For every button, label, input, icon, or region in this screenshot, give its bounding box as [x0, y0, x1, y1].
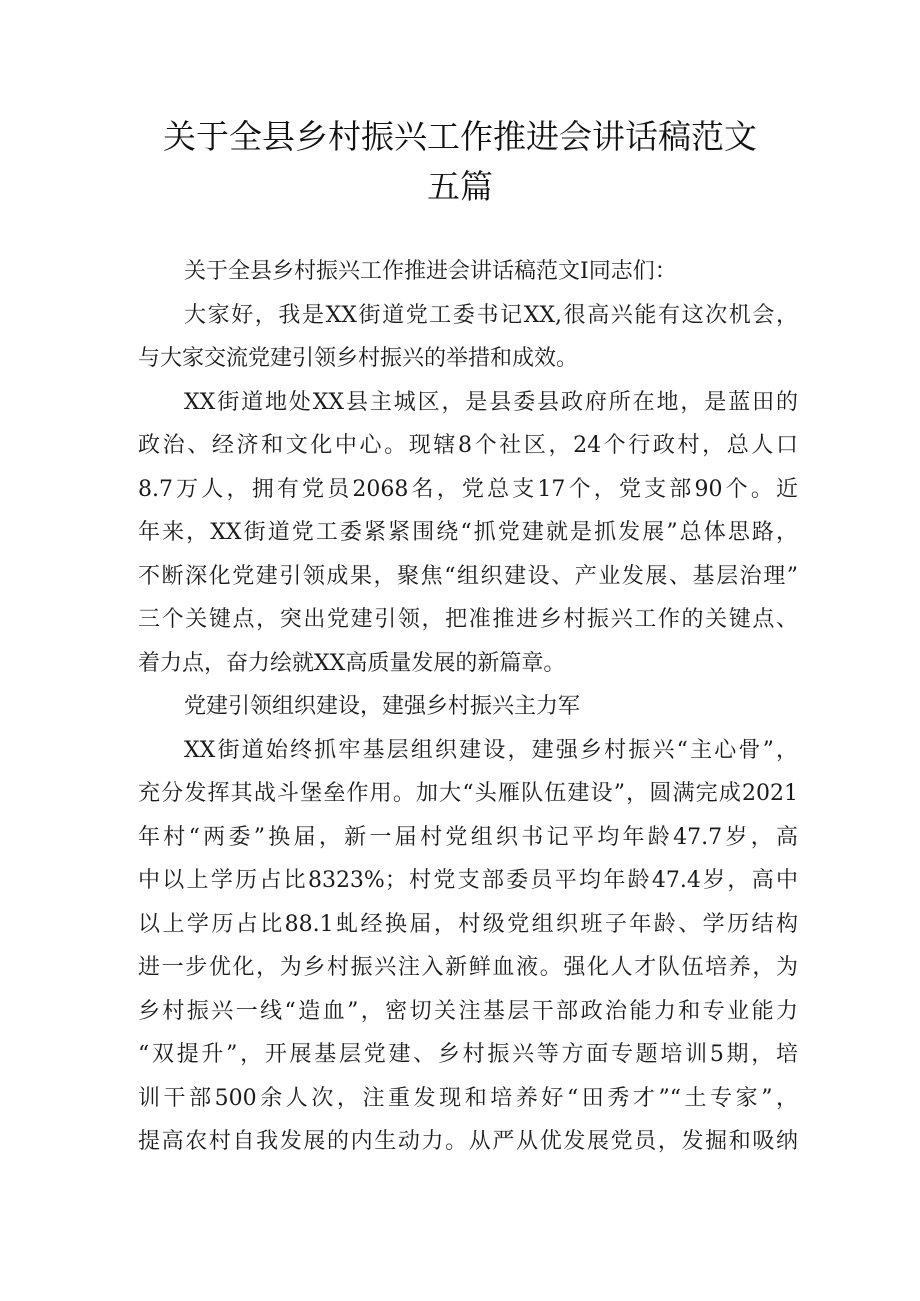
- paragraph-line: 提高农村自我发展的内生动力。从严从优发展党员，发掘和吸纳: [138, 1129, 798, 1154]
- paragraph-line: 大家好，我是XX街道党工委书记XX,很高兴能有这次机会，: [184, 302, 798, 328]
- paragraph-line: 与大家交流党建引领乡村振兴的举措和成效。: [138, 346, 579, 371]
- paragraph-line: 三个关键点，突出党建引领，把准推进乡村振兴工作的关键点、: [138, 607, 798, 632]
- paragraph-line: 充分发挥其战斗堡垒作用。加大“头雁队伍建设”，圆满完成2021: [138, 781, 798, 806]
- paragraph-line: 中以上学历占比8323%；村党支部委员平均年龄47.4岁，高中: [138, 868, 798, 893]
- paragraph-line: 着力点，奋力绘就XX高质量发展的新篇章。: [138, 650, 566, 676]
- paragraph-line: 训干部500余人次，注重发现和培养好“田秀才”“土专家”，: [138, 1085, 798, 1111]
- document-body: [138, 250, 798, 1164]
- paragraph-line: 年来，XX街道党工委紧紧围绕“抓党建就是抓发展”总体思路，: [138, 520, 798, 545]
- paragraph-line: 以上学历占比88.1虬经换届，村级党组织班子年龄、学历结构: [138, 911, 798, 937]
- paragraph-line: 8.7万人，拥有党员2068名，党总支17个，党支部90个。近: [138, 476, 798, 502]
- paragraph-line: 关于全县乡村振兴工作推进会讲话稿范文I同志们：: [184, 259, 677, 284]
- paragraph-line: “双提升”，开展基层党建、乡村振兴等方面专题培训5期，培: [138, 1042, 798, 1067]
- section-heading: 党建引领组织建设，建强乡村振兴主力军: [184, 694, 581, 719]
- paragraph-line: 进一步优化，为乡村振兴注入新鲜血液。强化人才队伍培养，为: [138, 955, 798, 980]
- document-title-line-2: 五篇: [427, 167, 493, 206]
- paragraph-line: 政治、经济和文化中心。现辖8个社区，24个行政村，总人口: [138, 433, 798, 458]
- paragraph-line: 不断深化党建引领成果，聚焦“组织建设、产业发展、基层治理”: [138, 563, 798, 589]
- paragraph-line: 乡村振兴一线“造血”，密切关注基层干部政治能力和专业能力: [138, 998, 798, 1024]
- paragraph-line: XX街道始终抓牢基层组织建设，建强乡村振兴“主心骨”，: [184, 737, 798, 763]
- paragraph-line: XX街道地处XX县主城区，是县委县政府所在地，是蓝田的: [184, 389, 798, 415]
- document-title-line-1: 关于全县乡村振兴工作推进会讲话稿范文: [163, 117, 757, 156]
- paragraph-line: 年村“两委”换届，新一届村党组织书记平均年龄47.7岁，高: [138, 824, 798, 850]
